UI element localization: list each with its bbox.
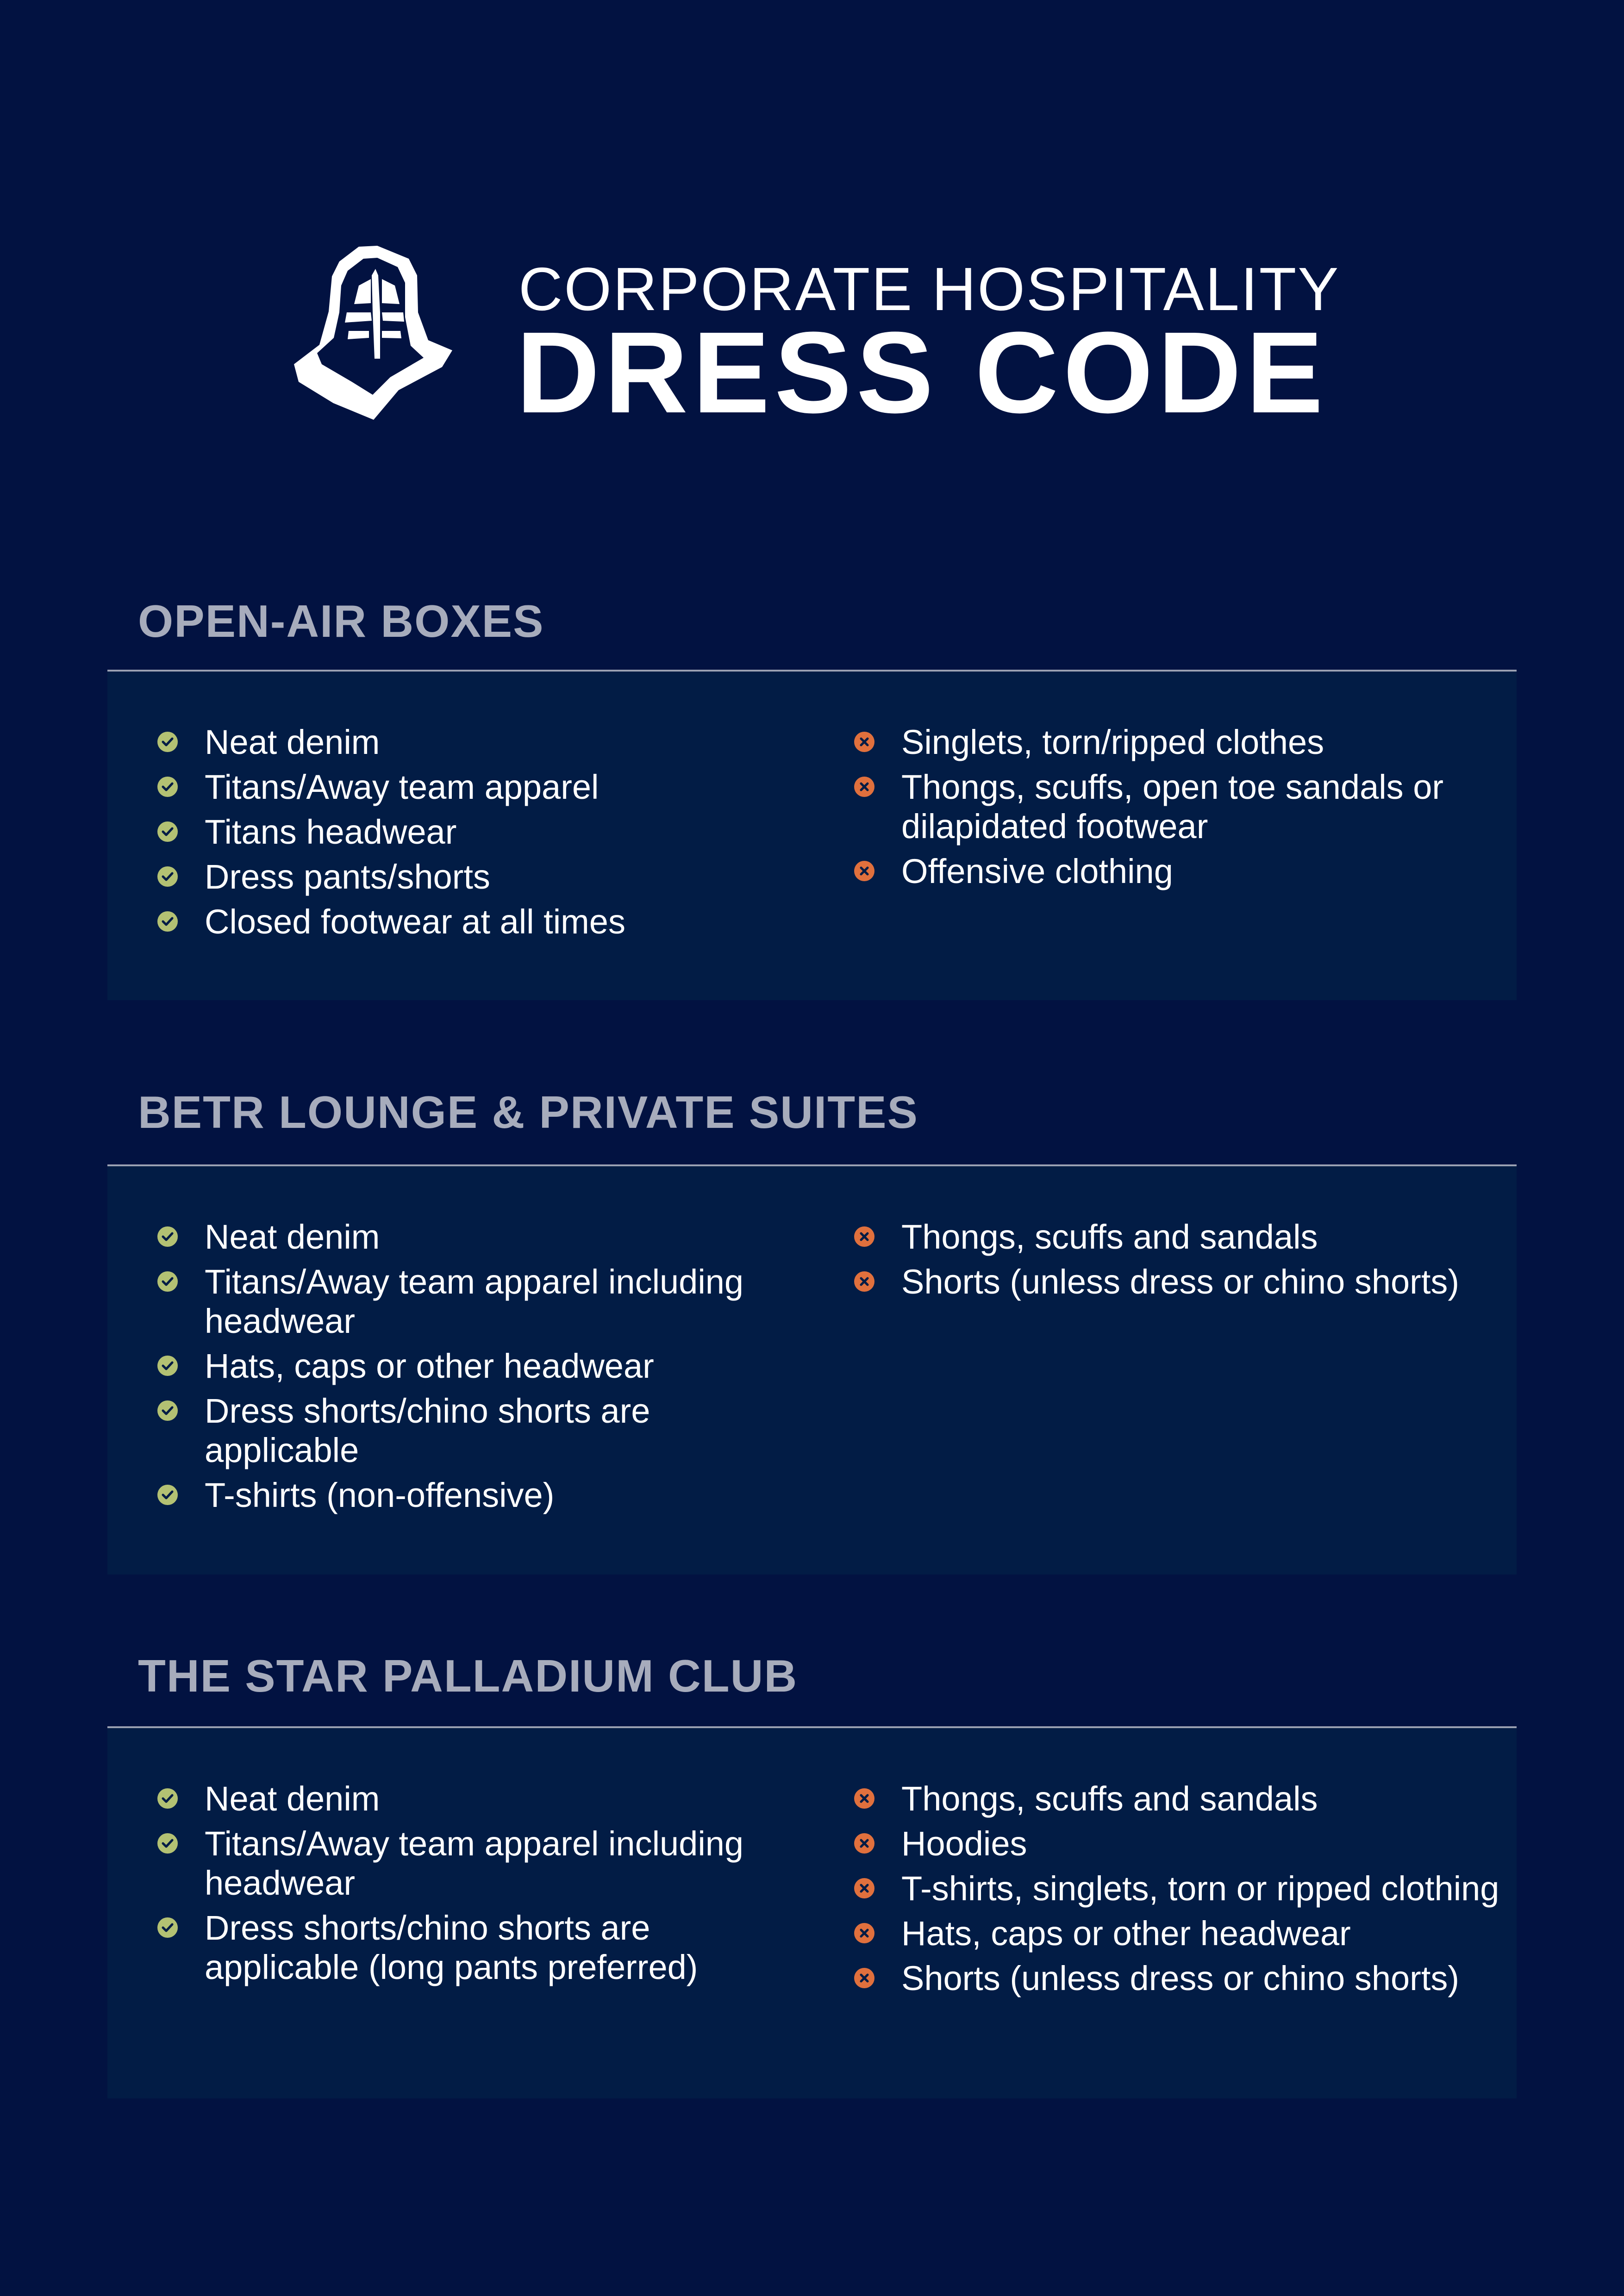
not-allowed-item: Hats, caps or other headwear bbox=[854, 1914, 1502, 1953]
allowed-item: Titans/Away team apparel bbox=[157, 767, 806, 807]
check-icon bbox=[157, 732, 178, 752]
not-allowed-item: Shorts (unless dress or chino shorts) bbox=[854, 1262, 1502, 1301]
allowed-item: Titans headwear bbox=[157, 812, 806, 852]
not-allowed-list bbox=[854, 722, 1502, 896]
not-allowed-item: Thongs, scuffs, open toe sandals or dilapidated footwear bbox=[854, 767, 1502, 846]
cross-icon bbox=[854, 861, 874, 881]
allowed-item: Hats, caps or other headwear bbox=[157, 1346, 806, 1386]
section-panel-betr-lounge bbox=[107, 1166, 1517, 1574]
allowed-list bbox=[157, 722, 806, 947]
allowed-item: Neat denim bbox=[157, 1217, 806, 1257]
allowed-item: Dress shorts/chino shorts are applicable (long pants preferred) bbox=[157, 1908, 806, 1987]
not-allowed-list bbox=[854, 1779, 1502, 2004]
section-title-open-air-boxes: OPEN-AIR BOXES bbox=[138, 596, 544, 647]
check-icon bbox=[157, 1226, 178, 1247]
allowed-item: Titans/Away team apparel including headwear bbox=[157, 1824, 806, 1903]
not-allowed-item: Offensive clothing bbox=[854, 852, 1502, 891]
not-allowed-list bbox=[854, 1217, 1502, 1307]
not-allowed-item: Singlets, torn/ripped clothes bbox=[854, 722, 1502, 762]
knight-helmet-icon bbox=[289, 243, 456, 421]
check-icon bbox=[157, 1271, 178, 1292]
allowed-list bbox=[157, 1217, 806, 1520]
allowed-item: Titans/Away team apparel including headwear bbox=[157, 1262, 806, 1341]
check-icon bbox=[157, 911, 178, 932]
check-icon bbox=[157, 1917, 178, 1938]
allowed-item: T-shirts (non-offensive) bbox=[157, 1475, 806, 1515]
section-panel-star-palladium-club bbox=[107, 1728, 1517, 2098]
allowed-item: Dress pants/shorts bbox=[157, 857, 806, 896]
not-allowed-item: T-shirts, singlets, torn or ripped clothing bbox=[854, 1869, 1502, 1908]
allowed-item: Neat denim bbox=[157, 1779, 806, 1818]
header-subtitle: CORPORATE HOSPITALITY bbox=[518, 255, 1340, 323]
cross-icon bbox=[854, 777, 874, 797]
not-allowed-item: Thongs, scuffs and sandals bbox=[854, 1779, 1502, 1818]
allowed-item: Dress shorts/chino shorts are applicable bbox=[157, 1391, 806, 1470]
cross-icon bbox=[854, 1271, 874, 1292]
allowed-item: Closed footwear at all times bbox=[157, 902, 806, 941]
check-icon bbox=[157, 1833, 178, 1854]
not-allowed-item: Hoodies bbox=[854, 1824, 1502, 1863]
page-header bbox=[289, 243, 1400, 437]
cross-icon bbox=[854, 1226, 874, 1247]
check-icon bbox=[157, 1356, 178, 1376]
not-allowed-item: Thongs, scuffs and sandals bbox=[854, 1217, 1502, 1257]
section-panel-open-air-boxes bbox=[107, 672, 1517, 1000]
cross-icon bbox=[854, 1968, 874, 1988]
check-icon bbox=[157, 866, 178, 887]
cross-icon bbox=[854, 732, 874, 752]
allowed-list bbox=[157, 1779, 806, 1992]
check-icon bbox=[157, 1485, 178, 1505]
section-title-star-palladium-club: THE STAR PALLADIUM CLUB bbox=[138, 1650, 798, 1701]
cross-icon bbox=[854, 1878, 874, 1898]
check-icon bbox=[157, 821, 178, 842]
not-allowed-item: Shorts (unless dress or chino shorts) bbox=[854, 1959, 1502, 1998]
check-icon bbox=[157, 777, 178, 797]
cross-icon bbox=[854, 1923, 874, 1943]
section-title-betr-lounge: BETR LOUNGE & PRIVATE SUITES bbox=[138, 1087, 918, 1138]
cross-icon bbox=[854, 1833, 874, 1854]
allowed-item: Neat denim bbox=[157, 722, 806, 762]
page-title: DRESS CODE bbox=[516, 308, 1328, 437]
cross-icon bbox=[854, 1788, 874, 1809]
check-icon bbox=[157, 1788, 178, 1809]
check-icon bbox=[157, 1400, 178, 1421]
